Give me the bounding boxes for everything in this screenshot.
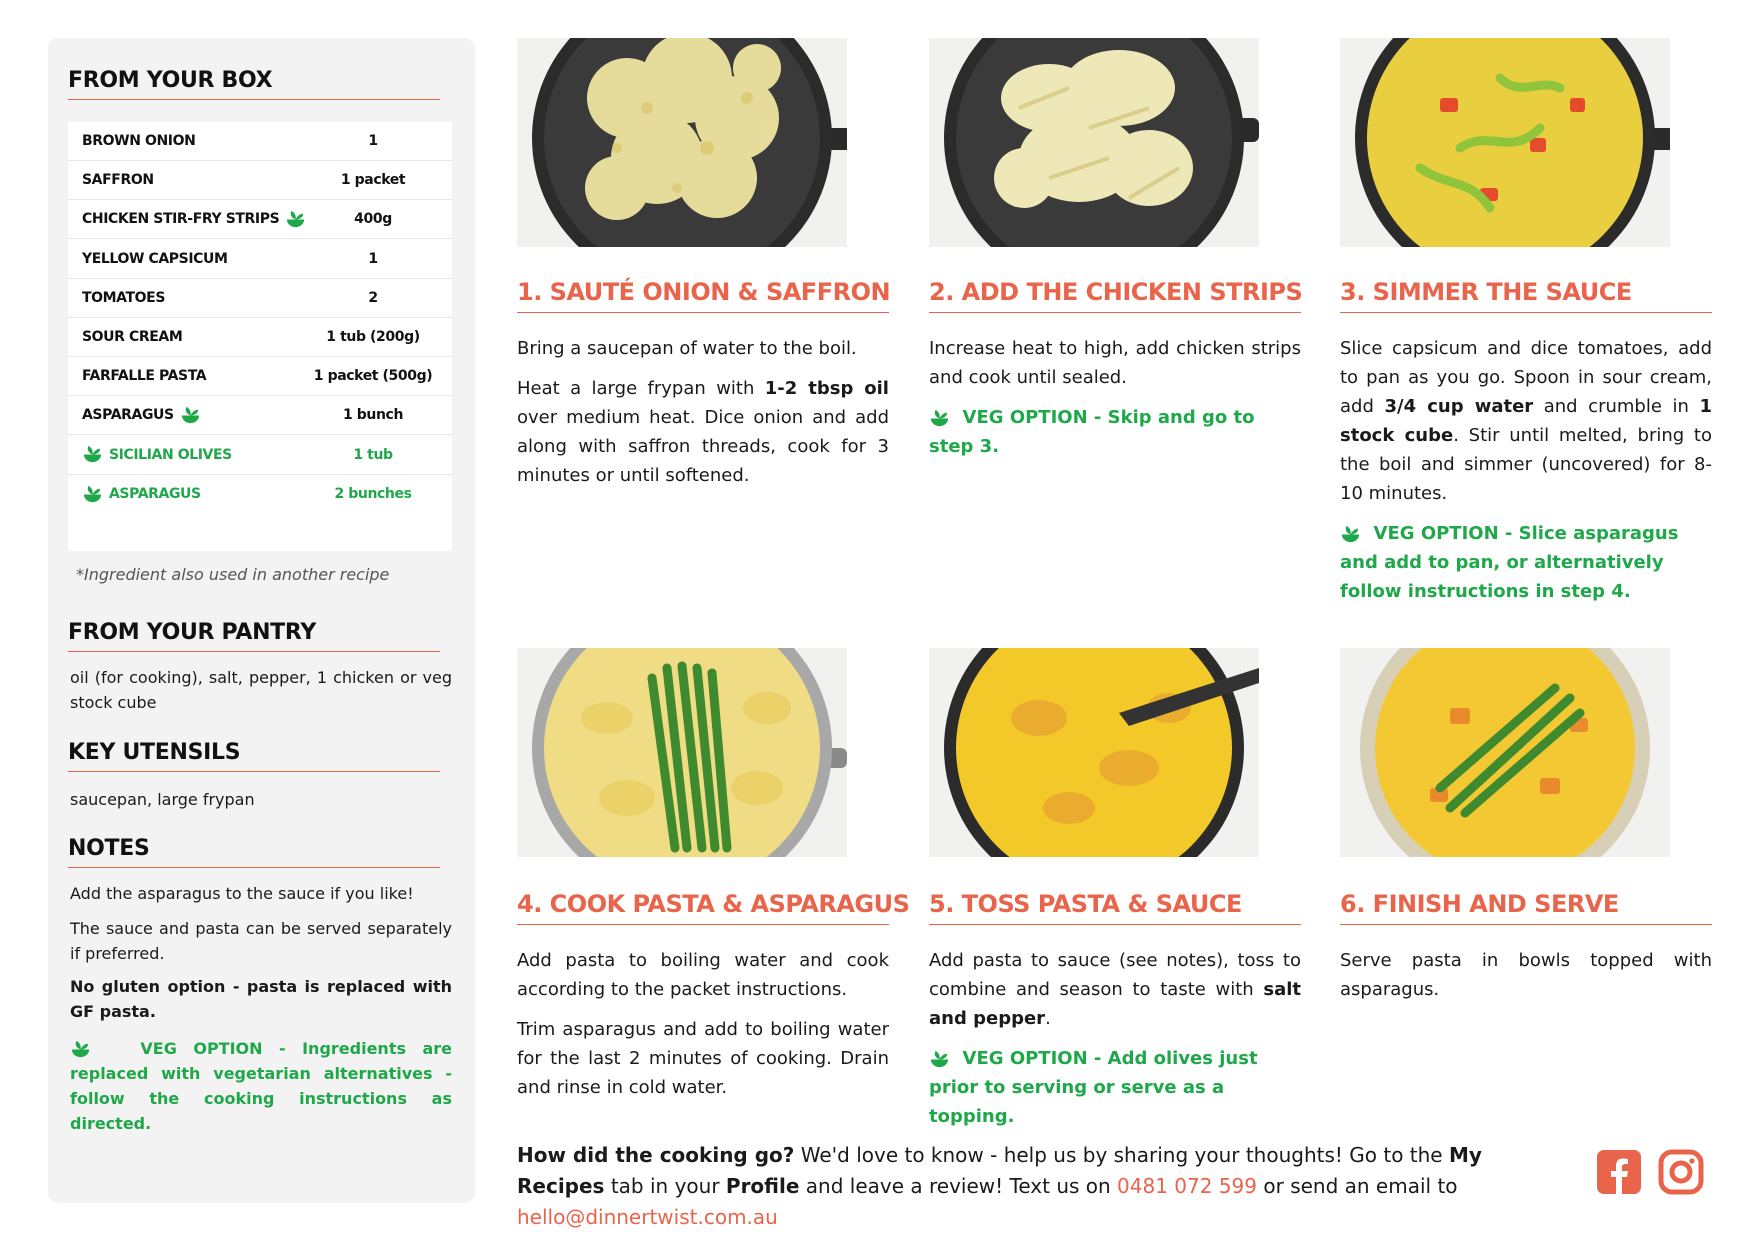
ingredient-name: SAFFRON [82,172,154,189]
ingredient-name: YELLOW CAPSICUM [82,250,228,267]
step-5-photo [929,648,1259,857]
phone-link[interactable]: 0481 072 599 [1117,1174,1258,1198]
utensils-heading: KEY UTENSILS [68,740,440,772]
ingredient-row [68,161,452,200]
instagram-icon[interactable] [1658,1149,1704,1195]
ingredient-name: ASPARAGUS [82,484,201,505]
ingredient-qty: 1 packet [340,172,406,189]
step-6-body [1340,946,1712,1015]
ingredient-qty: 1 tub (200g) [326,329,420,345]
step-1-photo [517,38,847,247]
step-4-p1: Add pasta to boiling water and cook according to the packet instructions. [517,950,889,1000]
ingredient-name: SOUR CREAM [82,329,183,345]
ingredient-qty: 400g [354,211,392,228]
ingredient-row [68,436,452,475]
notes-heading: NOTES [68,836,440,868]
veg-bowl-icon [180,405,201,426]
step-6-p1: Serve pasta in bowls topped with asparagus. [1340,950,1712,1000]
step-4-photo [517,648,847,857]
note-4-veg: VEG OPTION - Ingredients are replaced with vegetarian alternatives - follow the cooking instructions as directed. [70,1039,453,1133]
step-1-p2: Heat a large frypan with 1-2 tbsp oil over medium heat. Dice onion and add along with saffron threads, cook for 3 minutes or until softened. [517,378,889,486]
step-6-photo [1340,648,1670,857]
ingredient-name: TOMATOES [82,289,166,306]
email-link[interactable]: hello@dinnertwist.com.au [517,1205,778,1229]
step-3-title: 3. SIMMER THE SAUCE [1340,278,1712,313]
ingredient-row [68,475,452,514]
step-2-body [929,334,1301,472]
ingredient-row [68,357,452,396]
pantry-text: oil (for cooking), salt, pepper, 1 chicken or veg stock cube [70,668,452,712]
step-3-photo [1340,38,1670,247]
step-2-veg: VEG OPTION - Skip and go to step 3. [929,407,1255,457]
ingredient-row [68,122,452,161]
ingredient-row [68,279,452,318]
ingredient-row [68,318,452,357]
ingredient-qty: 1 [368,250,378,267]
step-2-photo [929,38,1259,247]
ingredient-name: FARFALLE PASTA [82,368,207,385]
ingredient-qty: 1 packet (500g) [313,368,433,385]
ingredient-qty: 1 bunch [342,407,404,424]
ingredients-panel [48,38,475,1203]
footnote: *Ingredient also used in another recipe [76,565,390,584]
pantry-heading: FROM YOUR PANTRY [68,620,440,652]
step-4-body [517,946,889,1113]
step-2-p1: Increase heat to high, add chicken strips and cook until sealed. [929,338,1301,388]
utensils-text: saucepan, large frypan [70,790,255,809]
step-2-title: 2. ADD THE CHICKEN STRIPS [929,278,1301,313]
veg-bowl-icon [929,1049,950,1070]
step-3-veg: VEG OPTION - Slice asparagus and add to pan, or alternatively follow instructions in step 4. [1340,523,1679,602]
note-3: No gluten option - pasta is replaced with GF pasta. [70,977,452,1021]
ingredient-qty: 1 tub [353,446,393,463]
step-1-body [517,334,889,501]
step-3-body [1340,334,1712,617]
step-3-p1: Slice capsicum and dice tomatoes, add to pan as you go. Spoon in sour cream, add 3/4 cup water and crumble in 1 stock cube. Stir until melted, bring to the boil and simmer (uncovered) for 8-10 minutes. [1340,338,1713,504]
step-5-body [929,946,1301,1142]
ingredient-name: ASPARAGUS [82,405,201,426]
step-1-p1: Bring a saucepan of water to the boil. [517,338,857,359]
ingredient-row [68,240,452,279]
note-2: The sauce and pasta can be served separately if preferred. [70,919,452,963]
ingredient-qty: 2 [368,289,378,306]
step-5-p1: Add pasta to sauce (see notes), toss to combine and season to taste with salt and pepper. [929,950,1301,1029]
veg-bowl-icon [70,1039,91,1060]
veg-bowl-icon [82,484,103,505]
box-heading: FROM YOUR BOX [68,68,440,100]
ingredients-table [68,122,452,551]
veg-bowl-icon [82,444,103,465]
ingredient-name: CHICKEN STIR-FRY STRIPS [82,209,306,230]
step-1-title: 1. SAUTÉ ONION & SAFFRON [517,278,889,313]
veg-bowl-icon [1340,524,1361,545]
ingredient-qty: 2 bunches [334,486,412,503]
step-5-title: 5. TOSS PASTA & SAUCE [929,890,1301,925]
step-5-veg: VEG OPTION - Add olives just prior to serving or serve as a topping. [929,1048,1258,1127]
veg-bowl-icon [929,408,950,429]
ingredient-name: SICILIAN OLIVES [82,444,232,465]
ingredient-row [68,396,452,435]
facebook-icon[interactable] [1596,1149,1642,1195]
veg-bowl-icon [285,209,306,230]
step-4-p2: Trim asparagus and add to boiling water for the last 2 minutes of cooking. Drain and rinse in cold water. [517,1019,889,1098]
step-6-title: 6. FINISH AND SERVE [1340,890,1712,925]
note-1: Add the asparagus to the sauce if you like! [70,884,414,903]
ingredient-qty: 1 [368,133,378,149]
step-4-title: 4. COOK PASTA & ASPARAGUS [517,890,889,925]
feedback-footer: How did the cooking go? We'd love to know - help us by sharing your thoughts! Go to the My Recipes tab in your Profile and leave a review! Text us on 0481 072 599 or send an email to hello@dinnertwist.com.au [517,1143,1482,1229]
ingredient-row [68,200,452,239]
ingredient-name: BROWN ONION [82,133,196,149]
